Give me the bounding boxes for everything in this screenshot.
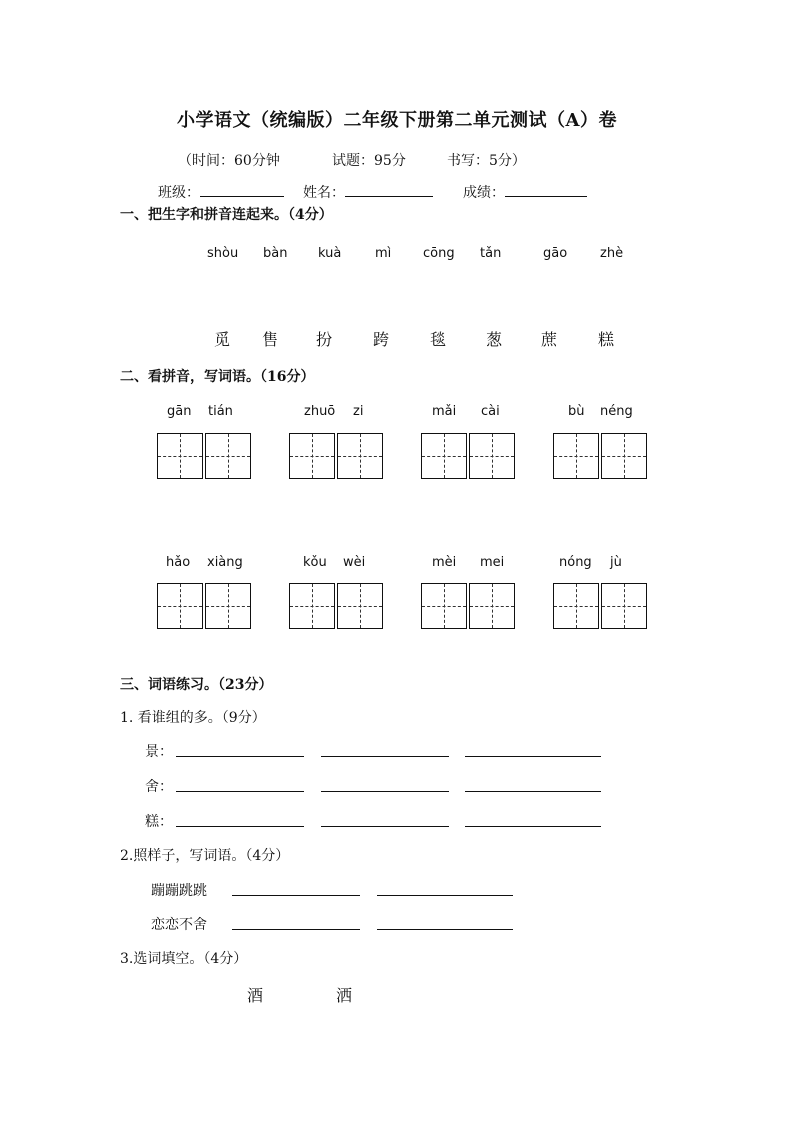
writing-box[interactable] [469,433,515,479]
char-item[interactable]: 葱 [486,330,503,349]
grade-field[interactable] [463,182,587,202]
answer-line[interactable] [465,826,601,827]
answer-line[interactable] [176,756,304,757]
class-label: 班级： [158,185,200,201]
char-item[interactable]: 毯 [430,330,447,349]
section2-heading: 二、看拼音，写词语。（16分） [120,369,315,385]
exam-writing: 书写：5分） [447,153,526,169]
writing-box[interactable] [601,433,647,479]
pinyin-item[interactable]: cōng [423,246,455,261]
name-blank[interactable] [345,182,433,197]
q2-example: 恋恋不舍 [151,917,207,933]
writing-box[interactable] [469,583,515,629]
grade-label: 成绩： [463,185,505,201]
char-item[interactable]: 扮 [316,330,333,349]
word-pinyin: xiàng [207,555,243,570]
word-pinyin: mǎi [432,404,457,419]
writing-box[interactable] [337,433,383,479]
pinyin-item[interactable]: gāo [543,246,568,261]
writing-box[interactable] [337,583,383,629]
exam-time: （时间：60分钟 [178,153,280,169]
word-pinyin: néng [600,404,633,419]
writing-box[interactable] [553,433,599,479]
section3-heading: 三、词语练习。（23分） [120,677,273,693]
word-pinyin: nóng [559,555,592,570]
q3-option: 洒 [336,986,353,1005]
word-pinyin: zi [353,404,364,419]
word-pinyin: tián [208,404,233,419]
pinyin-item[interactable]: zhè [600,246,624,261]
pinyin-item[interactable]: kuà [318,246,342,261]
word-pinyin: mei [480,555,505,570]
writing-box[interactable] [157,433,203,479]
exam-score: 试题：95分 [332,153,406,169]
char-item[interactable]: 糕 [598,330,615,349]
word-pinyin: cài [481,404,500,419]
answer-line[interactable] [232,929,360,930]
answer-line[interactable] [321,756,449,757]
word-pinyin: kǒu [303,555,327,570]
word-pinyin: wèi [343,555,366,570]
answer-line[interactable] [321,826,449,827]
word-pinyin: mèi [432,555,457,570]
q1-label: 1. 看谁组的多。（9分） [120,710,266,726]
word-pinyin: gān [167,404,192,419]
char-item[interactable]: 售 [262,330,279,349]
grade-blank[interactable] [505,182,587,197]
writing-box[interactable] [421,583,467,629]
answer-line[interactable] [176,826,304,827]
writing-box[interactable] [205,433,251,479]
name-label: 姓名： [303,185,345,201]
writing-box[interactable] [289,433,335,479]
answer-line[interactable] [176,791,304,792]
q2-example: 蹦蹦跳跳 [151,883,207,899]
q3-label: 3.选词填空。（4分） [120,951,248,967]
q2-label: 2.照样子，写词语。（4分） [120,848,290,864]
writing-box[interactable] [601,583,647,629]
char-item[interactable]: 觅 [214,330,231,349]
answer-line[interactable] [377,895,513,896]
answer-line[interactable] [232,895,360,896]
pinyin-item[interactable]: mì [375,246,392,261]
word-pinyin: jù [610,555,622,570]
answer-line[interactable] [321,791,449,792]
class-blank[interactable] [200,182,284,197]
writing-box[interactable] [553,583,599,629]
writing-box[interactable] [205,583,251,629]
writing-box[interactable] [421,433,467,479]
pinyin-item[interactable]: bàn [263,246,288,261]
q3-option: 酒 [247,986,264,1005]
pinyin-item[interactable]: tǎn [480,246,502,261]
answer-line[interactable] [465,756,601,757]
name-field[interactable] [303,182,433,202]
word-pinyin: bù [568,404,585,419]
writing-box[interactable] [289,583,335,629]
word-pinyin: hǎo [166,555,191,570]
q1-char: 糕： [145,814,173,830]
page-title: 小学语文（统编版）二年级下册第二单元测试（A）卷 [177,110,617,131]
char-item[interactable]: 跨 [373,330,390,349]
section1-heading: 一、把生字和拼音连起来。（4分） [120,207,333,223]
q1-char: 舍： [145,779,173,795]
writing-box[interactable] [157,583,203,629]
word-pinyin: zhuō [304,404,336,419]
q1-char: 景： [145,744,173,760]
char-item[interactable]: 蔗 [541,330,558,349]
answer-line[interactable] [465,791,601,792]
answer-line[interactable] [377,929,513,930]
pinyin-item[interactable]: shòu [207,246,239,261]
class-field[interactable] [158,182,284,202]
